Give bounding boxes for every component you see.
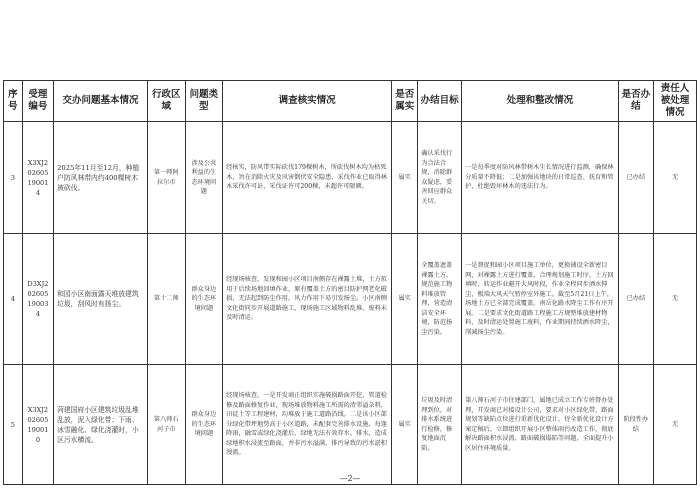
table-row (4, 234, 697, 365)
header-handle: 处理和整改情况 (462, 81, 619, 122)
cell-true: 属实 (392, 122, 418, 234)
cell-goal: 垃圾及时清理到位，对排水系统进行检修，修复地面沉陷。 (418, 365, 462, 485)
header-basic: 交办问题基本情况 (54, 81, 148, 122)
cell-handle: 第八师石河子市住建部门，属地已成立工作专班督办处理，开发商已对接设计公司，要求对小区绿化带、路面规划等缺陷点位进行重新优化设计，待全新优化设计方案定稿后，立即组织开展小区整体雨污改造工作，彻底解决路面积水浸流、路面破损塌陷等问题，全面提升小区居住环境质量。 (462, 365, 619, 485)
cell-handle: 一是每季度对防风林带树木生长情况进行监测，确保林分质量不降低；二是加强该地块的日常巡查、抚育和管护，杜绝毁坏林木的违法行为。 (462, 122, 619, 234)
table-header-row (4, 81, 697, 122)
table-row (4, 365, 697, 485)
cell-code: X3XJ202605190014 (22, 122, 53, 234)
header-true: 是否属实 (392, 81, 418, 122)
cell-resp: 无 (654, 234, 697, 365)
cell-region: 第十二师 (148, 234, 186, 365)
header-seq: 序号 (4, 81, 23, 122)
cell-type: 群众身边的生态环境问题 (185, 234, 223, 365)
header-type: 问题类型 (185, 81, 223, 122)
cell-goal: 全覆盖遮盖裸露土方，规范施工物料堆放管理，营造清洁安全环境，防范扬尘污染。 (418, 234, 462, 365)
cell-seq: 3 (4, 122, 23, 234)
case-table (3, 80, 697, 485)
cell-resp: 无 (654, 365, 697, 485)
cell-type: 涉及公共利益的生态环境问题 (185, 122, 223, 234)
cell-region: 第八师石河子市 (148, 365, 186, 485)
cell-true: 属实 (392, 234, 418, 365)
cell-verify: 经现场核查，发现和园小区项目南侧存在裸露土堆，土方拟用于后续场地回填作业，原有覆盖土方的密目防护网老化破损，无法起到防尘作用，风力作用下易引发扬尘。小区南侧文化街同步开展道路施工，现场施工区域物料乱堆、废料未及时清运。 (223, 234, 392, 365)
page-number: —2— (339, 474, 361, 483)
header-region: 行政区域 (148, 81, 186, 122)
cell-basic: 菏建国府小区建筑垃圾乱堆乱放，泥入绿化带；下雨、冰雪融化、绿化浇灌时，小区污水横流。 (54, 365, 148, 485)
header-code: 受理编号 (22, 81, 53, 122)
cell-basic: 和园小区南面露天堆放建筑垃圾，刮风时有扬尘。 (54, 234, 148, 365)
cell-done: 阶段性办结 (618, 365, 653, 485)
header-done: 是否办结 (618, 81, 653, 122)
cell-done: 已办结 (618, 234, 653, 365)
cell-done: 已办结 (618, 122, 653, 234)
cell-resp: 无 (654, 122, 697, 234)
cell-handle: 一是督促和园小区项目施工单位，更换铺设全新密目网，对裸露土方进行覆盖，合理规划施工时序，土方回填时，转运作业避开大风时段，作业全程同步洒水抑尘，极端大风天气暂停室外施工。截至5月21日上午，场地土方已全部完成覆盖。南岳化路水降尘工作有序开展。二是要求文化街道路工程施工方规整堆放建材物料，及时清运处置施工废料，作业期间持续洒水降尘，削减扬尘污染。 (462, 234, 619, 365)
cell-verify: 经现场核查，一是开发商正组织实施破损路面开挖，管道检修及路面修复作业，现场堆放物料施工所需的渣邻溢杂料，田徒土等工程建材，均堆放于施工道路沿线。二是该小区部分绿化带坪地势高于小区道路，未配套完善排水设施，每逢降雨，融雪或绿化浇灌后，绿地无法有效存水、排水，造成绿地积水浸流至路面，并非污水溢满，排污导致的污水淤积漫流。 (223, 365, 392, 485)
cell-code: X3XJ202605190010 (22, 365, 53, 485)
header-resp: 责任人被处理情况 (654, 81, 697, 122)
cell-type: 群众身边的生态环境问题 (185, 365, 223, 485)
cell-code: D3XJ202605190034 (22, 234, 53, 365)
cell-goal: 确认采伐行为合法合规，消除群众疑虑，妥善回应群众关切。 (418, 122, 462, 234)
cell-true: 属实 (392, 365, 418, 485)
table-row (4, 122, 697, 234)
cell-seq: 5 (4, 365, 23, 485)
header-verify: 调查核实情况 (223, 81, 392, 122)
cell-seq: 4 (4, 234, 23, 365)
cell-basic: 2025年11月至12月，种植户防风林带内约400棵树木被砍伐。 (54, 122, 148, 234)
header-goal: 办结目标 (418, 81, 462, 122)
cell-verify: 经核实，防风带实际砍伐179棵树木，所砍伐树木均为枯死木，旨在消除火灾及风害倒伏安全隐患，采伐作业已取得林木采伐许可证，采伐证许可200棵，未超许可限额。 (223, 122, 392, 234)
cell-region: 第一师阿拉尔市 (148, 122, 186, 234)
